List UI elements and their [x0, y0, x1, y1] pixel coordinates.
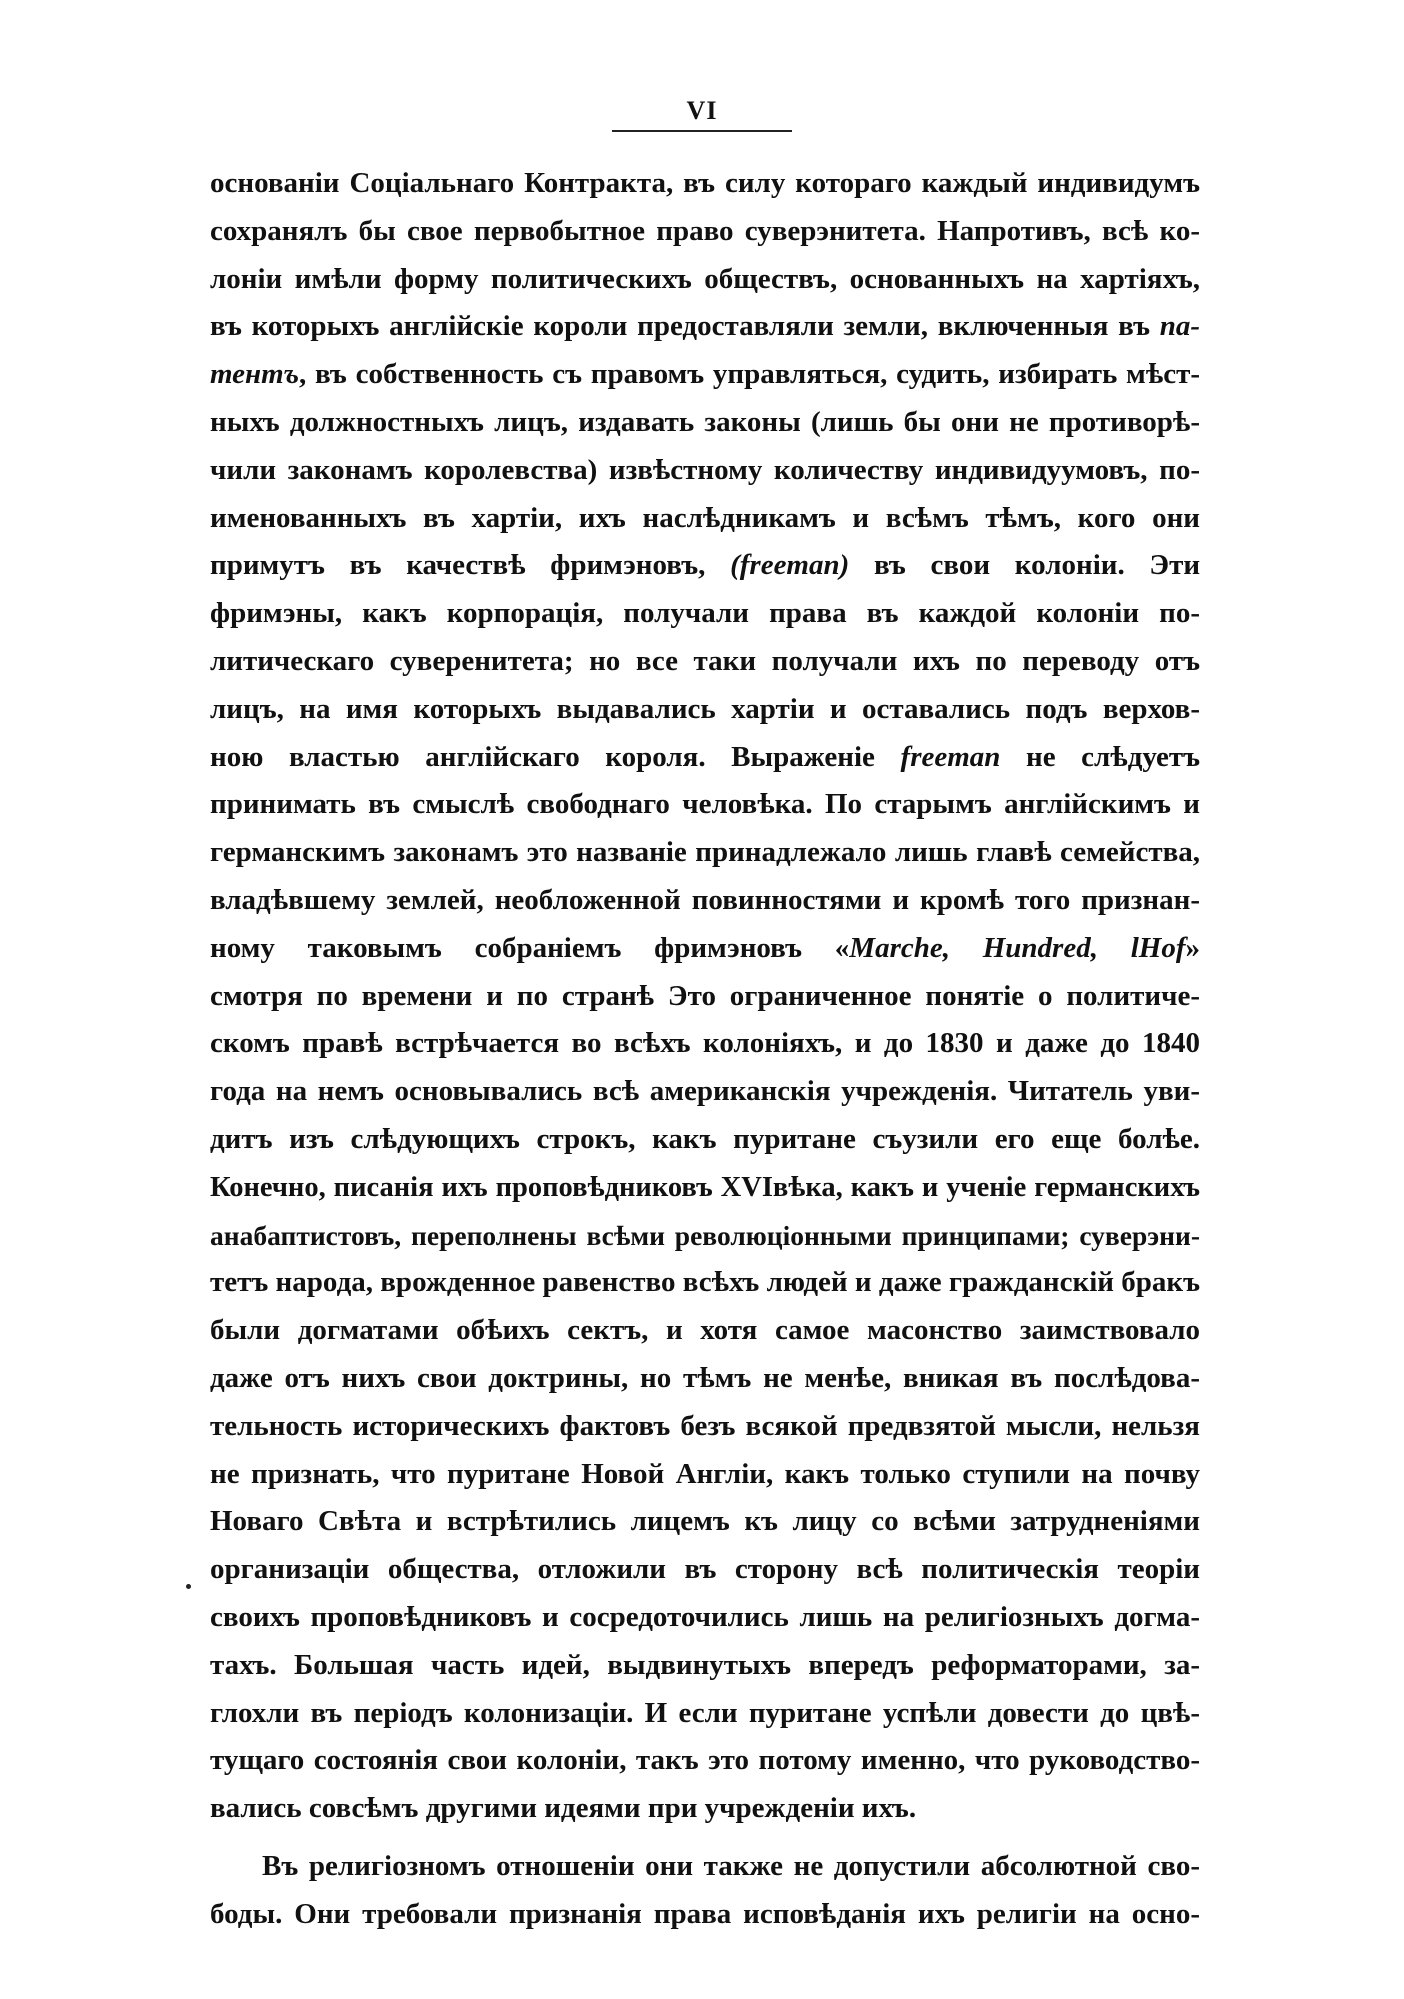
text-line: были догматами обѣихъ сектъ, и хотя самое масонство заимствовало	[210, 1314, 1200, 1347]
text-line: года на немъ основывались всѣ американскія учрежденія. Читатель уви-	[210, 1075, 1200, 1108]
text-line: своихъ проповѣдниковъ и сосредоточились лишь на религіозныхъ догма-	[210, 1600, 1200, 1633]
text-line: скомъ правѣ встрѣчается во всѣхъ колоніяхъ, и до 1830 и даже до 1840	[210, 1027, 1200, 1060]
text-line: тахъ. Большая часть идей, выдвинутыхъ впередъ реформаторами, за-	[210, 1648, 1200, 1681]
text-segment: »	[1185, 931, 1200, 964]
text-line: анабаптистовъ, переполнены всѣми революціонными принципами; суверэни-	[210, 1219, 1200, 1251]
text-line: основаніи Соціальнаго Контракта, въ силу котораго каждый индивидумъ	[210, 167, 1200, 199]
text-segment: ному таковымъ собраніемъ фримэновъ «	[210, 931, 850, 964]
text-segment: ною властью англійскаго короля. Выраженіе	[210, 740, 875, 773]
text-segment: не слѣдуетъ	[1026, 740, 1201, 773]
body-text	[210, 160, 1200, 1938]
text-line: именованныхъ въ хартіи, ихъ наслѣдникамъ и всѣмъ тѣмъ, кого они	[210, 501, 1200, 534]
ink-speck	[186, 1584, 191, 1589]
italic-term: па-	[1159, 310, 1200, 343]
text-line: литическаго суверенитета; но все таки получали ихъ по переводу отъ	[210, 644, 1200, 677]
text-line: сохранялъ бы свое первобытное право суверэнитета. Напротивъ, всѣ ко-	[210, 214, 1200, 247]
text-line: Новаго Свѣта и встрѣтились лицемъ къ лицу со всѣми затрудненіями	[210, 1505, 1200, 1538]
text-line: тущаго состоянія свои колоніи, такъ это потому именно, что руководство-	[210, 1744, 1200, 1777]
text-line: германскимъ законамъ это названіе принадлежало лишь главѣ семейства,	[210, 836, 1200, 869]
page-number: VI	[686, 96, 718, 125]
italic-term: тентъ	[210, 358, 299, 391]
text-line: организаціи общества, отложили въ сторону всѣ политическія теоріи	[210, 1553, 1200, 1586]
text-segment: , въ собственность съ правомъ управляться, судить, избирать мѣст-	[298, 358, 1200, 391]
text-line	[210, 303, 1200, 351]
text-line: вались совсѣмъ другими идеями при учрежденіи ихъ.	[210, 1792, 917, 1825]
text-line: лоніи имѣли форму политическихъ обществъ, основанныхъ на хартіяхъ,	[210, 262, 1200, 295]
text-line: смотря по времени и по странѣ Это ограниченное понятіе о политиче-	[210, 979, 1200, 1012]
paragraph-gap	[210, 1833, 1200, 1843]
text-line: ныхъ должностныхъ лицъ, издавать законы (лишь бы они не противорѣ-	[210, 405, 1200, 438]
text-line: Въ религіозномъ отношеніи они также не допустили абсолютной сво-	[262, 1849, 1200, 1882]
text-line	[210, 542, 1200, 590]
text-line: тетъ народа, врожденное равенство всѣхъ людей и даже гражданскій бракъ	[210, 1266, 1200, 1299]
text-segment: въ которыхъ англійскіе короли предоставляли земли, включенныя въ	[210, 310, 1150, 343]
text-line: Конечно, писанія ихъ проповѣдниковъ XVIвѣка, какъ и ученіе германскихъ	[210, 1171, 1200, 1203]
italic-term: Marche, Hundred, lHof	[849, 931, 1186, 964]
text-line	[210, 925, 1200, 973]
text-line	[210, 351, 1200, 399]
text-line: чили законамъ королевства) извѣстному количеству индивидуумовъ, по-	[210, 453, 1200, 486]
text-line: фримэны, какъ корпорація, получали права въ каждой колоніи по-	[210, 597, 1200, 630]
page-header	[0, 96, 1404, 126]
text-segment: въ свои колоніи. Эти	[873, 549, 1201, 582]
text-line: не признать, что пуритане Новой Англіи, какъ только ступили на почву	[210, 1457, 1200, 1490]
text-line: дитъ изъ слѣдующихъ строкъ, какъ пуритане съузили его еще болѣе.	[210, 1122, 1200, 1155]
text-line: лицъ, на имя которыхъ выдавались хартіи и оставались подъ верхов-	[210, 692, 1200, 725]
text-line: глохли въ періодъ колонизаціи. И если пуритане успѣли довести до цвѣ-	[210, 1696, 1200, 1729]
text-line: боды. Они требовали признанія права исповѣданія ихъ религіи на осно-	[210, 1897, 1200, 1930]
text-line: принимать въ смыслѣ свободнаго человѣка. По старымъ англійскимъ и	[210, 788, 1200, 821]
text-line: тельность историческихъ фактовъ безъ всякой предвзятой мысли, нельзя	[210, 1409, 1200, 1442]
text-segment: примутъ въ качествѣ фримэновъ,	[210, 549, 706, 582]
text-line	[210, 734, 1200, 782]
text-line: даже отъ нихъ свои доктрины, но тѣмъ не менѣе, вникая въ послѣдова-	[210, 1361, 1200, 1394]
text-line: владѣвшему землей, необложенной повинностями и кромѣ того признан-	[210, 883, 1200, 916]
italic-term: (freeman)	[730, 549, 850, 582]
italic-term: freeman	[900, 740, 1001, 773]
header-rule	[612, 130, 792, 132]
